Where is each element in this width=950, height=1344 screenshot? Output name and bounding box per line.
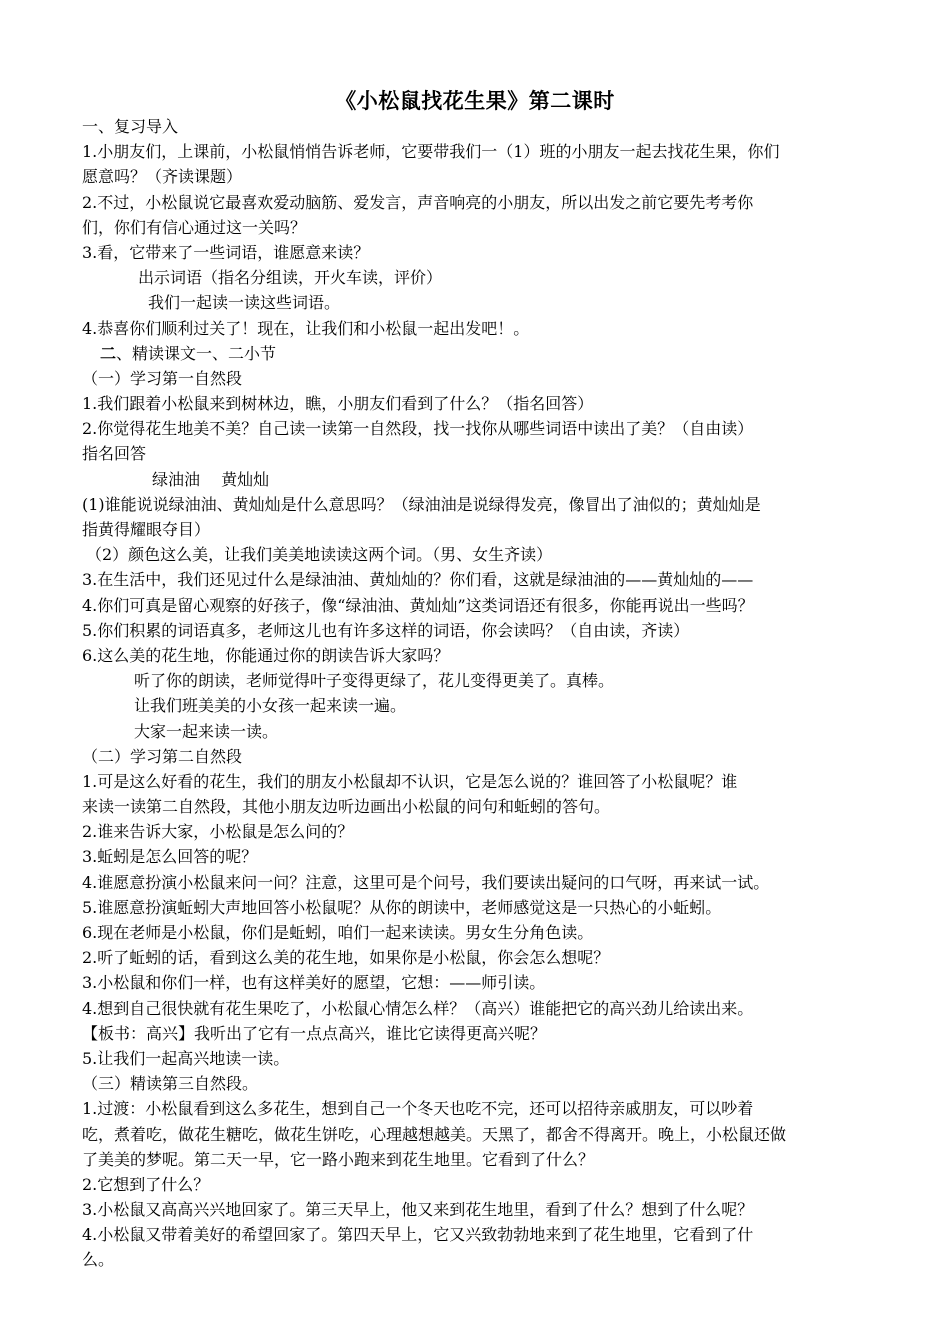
text-line: （二）学习第二自然段: [82, 746, 243, 766]
text-line: 大家一起来读一读。: [134, 721, 279, 741]
text-line: 2.听了蚯蚓的话，看到这么美的花生地，如果你是小松鼠，你会怎么想呢？: [82, 948, 610, 968]
text-line: 1.我们跟着小松鼠来到树林边，瞧，小朋友们看到了什么？（指名回答）: [82, 394, 594, 414]
text-line: 我们一起读一读这些词语。: [148, 293, 341, 313]
text-line: 【板书：高兴】我听出了它有一点点高兴，谁比它读得更高兴呢？: [82, 1023, 547, 1043]
text-line: 指黄得耀眼夺目）: [82, 520, 211, 539]
text-line: 4.想到自己很快就有花生果吃了，小松鼠心情怎么样？（高兴）谁能把它的高兴劲儿给读出来。: [82, 998, 754, 1018]
text-line: 愿意吗？（齐读课题）: [82, 167, 243, 187]
text-line: 1.可是这么好看的花生，我们的朋友小松鼠却不认识，它是怎么说的？谁回答了小松鼠呢？谁: [82, 771, 738, 791]
text-line: 们，你们有信心通过这一关吗？: [82, 217, 307, 237]
text-line: 3.看，它带来了一些词语，谁愿意来读？: [82, 242, 370, 262]
text-line: 3.小松鼠和你们一样，也有这样美好的愿望，它想：——师引读。: [82, 973, 546, 993]
text-line: 2.它想到了什么？: [82, 1174, 210, 1194]
text-line: 1.过渡：小松鼠看到这么多花生，想到自己一个冬天也吃不完，还可以招待亲戚朋友，可以吵着: [82, 1099, 754, 1119]
text-line: 2.你觉得花生地美不美？自己读一读第一自然段，找一找你从哪些词语中读出了美？（自由读）: [82, 419, 754, 439]
text-line: 一、复习导入: [82, 117, 179, 136]
text-line: （一）学习第一自然段: [82, 368, 243, 388]
text-line: 2.谁来告诉大家，小松鼠是怎么问的？: [82, 822, 354, 842]
text-line: 6.这么美的花生地，你能通过你的朗读告诉大家吗？: [82, 645, 450, 665]
text-line: 3.在生活中，我们还见过什么是绿油油、黄灿灿的？你们看，这就是绿油油的——黄灿灿的——: [82, 570, 754, 590]
text-line: 5.让我们一起高兴地读一读。: [82, 1048, 290, 1068]
text-line: 吃，煮着吃，做花生糖吃，做花生饼吃，心理越想越美。天黑了，都舍不得离开。晚上，小松鼠还做: [82, 1124, 787, 1144]
text-line: 出示词语（指名分组读，开火车读，评价）: [138, 268, 443, 288]
text-line: 4.恭喜你们顺利过关了！现在，让我们和小松鼠一起出发吧！。: [82, 318, 530, 338]
text-line: （2）颜色这么美，让我们美美地读读这两个词。（男、女生齐读）: [86, 545, 553, 565]
text-line: 指名回答: [82, 444, 147, 464]
text-line: 二、精读课文一、二小节: [100, 343, 277, 363]
text-line: 5.你们积累的词语真多，老师这儿也有许多这样的词语，你会读吗？（自由读，齐读）: [82, 620, 690, 640]
text-line: 3.蚯蚓是怎么回答的呢？: [82, 847, 258, 867]
page-title: 《小松鼠找花生果》第二课时: [335, 88, 615, 113]
text-line: 让我们班美美的小女孩一起来读一遍。: [134, 696, 407, 716]
text-line: 3.小松鼠又高高兴兴地回家了。第三天早上，他又来到花生地里，看到了什么？想到了什么呢？: [82, 1200, 754, 1220]
text-line: 4.谁愿意扮演小松鼠来问一问？注意，这里可是个问号，我们要读出疑问的口气呀，再来试一试。: [82, 872, 770, 892]
document-body: [82, 114, 882, 1273]
text-line: 4.你们可真是留心观察的好孩子，像“绿油油、黄灿灿”这类词语还有很多，你能再说出一些吗？: [82, 595, 754, 615]
text-line: 4.小松鼠又带着美好的希望回家了。第四天早上，它又兴致勃勃地来到了花生地里，它看到了什: [82, 1225, 754, 1245]
text-line: 绿油油 黄灿灿: [152, 469, 270, 489]
text-line: 1.小朋友们，上课前，小松鼠悄悄告诉老师，它要带我们一（1）班的小朋友一起去找花生果，你们: [82, 142, 780, 162]
text-line: 5.谁愿意扮演蚯蚓大声地回答小松鼠呢？从你的朗读中，老师感觉这是一只热心的小蚯蚓。: [82, 897, 722, 917]
text-line: 来读一读第二自然段，其他小朋友边听边画出小松鼠的问句和蚯蚓的答句。: [82, 797, 611, 817]
text-line: 了美美的梦呢。第二天一早，它一路小跑来到花生地里。它看到了什么？: [82, 1149, 595, 1169]
text-line: 听了你的朗读，老师觉得叶子变得更绿了，花儿变得更美了。真棒。: [134, 671, 615, 691]
text-line: （三）精读第三自然段。: [82, 1074, 259, 1094]
text-line: 2.不过，小松鼠说它最喜欢爱动脑筋、爱发言，声音响亮的小朋友，所以出发之前它要先考考你: [82, 192, 754, 212]
text-line: 6.现在老师是小松鼠，你们是蚯蚓，咱们一起来读读。男女生分角色读。: [82, 923, 594, 942]
text-line: (1)谁能说说绿油油、黄灿灿是什么意思吗？（绿油油是说绿得发亮，像冒出了油似的；黄灿灿是: [82, 494, 761, 514]
text-line: 么。: [82, 1250, 115, 1270]
